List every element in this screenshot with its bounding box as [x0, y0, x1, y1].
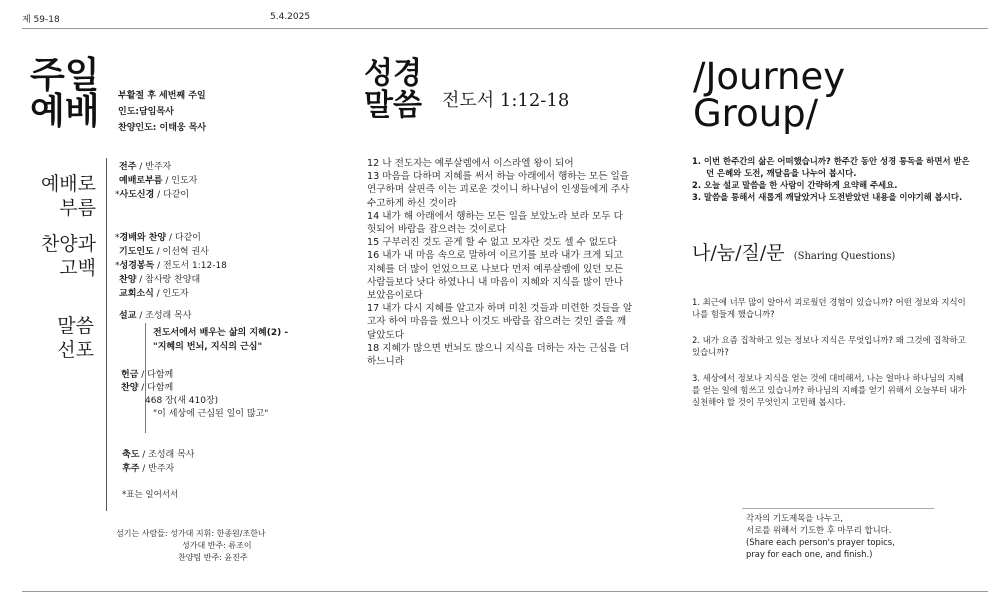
verse: 15 구부러진 것도 곧게 할 수 없고 모자란 것도 셀 수 없도다: [367, 237, 617, 249]
order-mark: *: [115, 190, 120, 200]
servers-line: 성가대 반주: 류조이: [182, 541, 252, 550]
question: 1. 최근에 너무 많이 알아서 괴로웠던 경험이 있습니까? 어떤 정보와 지식이 나를 힘들게 했습니까?: [692, 297, 966, 319]
order-label: 찬양: [119, 275, 137, 285]
order-item: *성경봉독 / 전도서 1:12-18: [115, 261, 227, 271]
worship-info-line: 찬양인도: 이태웅 목사: [118, 123, 207, 133]
order-label: 성경봉독: [119, 261, 155, 271]
closing-block: [122, 448, 195, 476]
order-item: 축도 / 조성래 목사: [122, 450, 195, 460]
question: 2. 내가 요즘 집착하고 있는 정보나 지식은 무엇입니까? 왜 그것에 집착하고 있습니까?: [692, 335, 966, 357]
intro-item: 3. 말씀을 통해서 새롭게 깨달았거나 도전받았던 내용을 이야기해 봅시다.: [692, 192, 963, 202]
order-value: 다함께: [147, 383, 174, 393]
prayer-line: (Share each person's prayer topics,: [746, 537, 895, 547]
worship-info: [118, 88, 206, 136]
worship-info-line: 인도:담임목사: [118, 107, 174, 117]
order-label: 예배로부름: [119, 176, 163, 186]
order-label: 교회소식: [119, 289, 154, 299]
praise-items: [115, 231, 227, 301]
worship-title-line1: 주일: [30, 55, 100, 96]
order-item: 설교 / 조성래 목사: [119, 311, 192, 321]
verse: 16 내가 내 마음 속으로 말하여 이르기를 보라 내가 크게 되고 지혜를 더 많이 얻었으므로 나보다 먼저 예루살렘에 있던 모든 사람들보다 낫다 하였나니 내 마음이 지혜와 지식을 많이 만나 보았음이로다: [367, 250, 624, 302]
verse: 12 나 전도자는 예루살렘에서 이스라엘 왕이 되어: [367, 158, 574, 169]
order-item: 찬양 / 참사랑 찬양대: [119, 275, 201, 285]
scripture-title-line1: 성경: [364, 56, 422, 91]
section-title-line: 예배로: [40, 173, 96, 195]
verse: 13 마음을 다하며 지혜를 써서 하늘 아래에서 행하는 모든 일을 연구하며 살핀즉 이는 괴로운 것이니 하나님이 인생들에게 주사 수고하게 하신 것이라: [367, 171, 630, 209]
order-mark: *: [115, 233, 120, 243]
verse: 17 내가 다시 지혜를 알고자 하며 미친 것들과 미련한 것들을 알고자 하여 마음을 썼으나 이것도 바람을 잡으려는 것인 줄을 깨달았도다: [367, 303, 633, 341]
section-title-call: [24, 172, 96, 220]
order-label: 전주: [119, 162, 137, 172]
prayer-line: 각자의 기도제목을 나누고,: [746, 513, 843, 523]
order-item: 전주 / 반주자: [119, 162, 172, 172]
servers-line: 성가대 지휘: 한종원/조한나: [170, 529, 266, 538]
order-label: 경배와 찬양: [119, 233, 167, 243]
order-value: 다함께: [147, 370, 174, 380]
order-value: 참사랑 찬양대: [145, 275, 201, 285]
prayer-note: [746, 512, 895, 560]
servers-label: 섬기는 사람들: [116, 529, 165, 538]
order-label: 찬양: [121, 383, 139, 393]
sharing-title: 나/눔/질/문: [692, 242, 785, 264]
order-item: 찬양 / 다함께: [121, 383, 174, 393]
hymn-number: 468 장(새 410장): [145, 396, 219, 406]
order-value: 반주자: [145, 162, 172, 172]
sermon-title-line: 전도서에서 배우는 삶의 지혜(2) -: [153, 328, 289, 338]
scripture-title: [364, 58, 422, 122]
order-value: 인도자: [171, 176, 198, 186]
section-title-line: 찬양과: [40, 233, 96, 255]
worship-info-line: 부활절 후 세번째 주일: [118, 91, 206, 101]
order-value: 조성래 목사: [145, 311, 192, 321]
section-title-line: 말씀: [57, 315, 94, 337]
standing-note: *표는 일어서서: [122, 490, 179, 500]
order-item: 예배로부름 / 인도자: [119, 176, 198, 186]
order-value: 전도서 1:12-18: [163, 261, 227, 271]
order-divider: [106, 158, 107, 511]
order-label: 기도인도: [119, 247, 154, 257]
order-label: 후주: [122, 464, 140, 474]
scripture-reference: 전도서 1:12-18: [442, 90, 570, 111]
prayer-line: 서로를 위해서 기도한 후 마무리 합니다.: [746, 525, 892, 535]
order-value: 다같이: [163, 190, 190, 200]
order-item: *사도신경 / 다같이: [115, 190, 190, 200]
servers-row: 섬기는 사람들: 성가대 지휘: 한종원/조한나: [116, 529, 266, 538]
scripture-title-line2: 말씀: [364, 88, 422, 123]
servers-line: 찬양팀 반주: 윤진주: [178, 553, 248, 562]
section-title-line: 선포: [57, 339, 94, 361]
order-value: 다같이: [174, 233, 201, 243]
intro-item: 1. 이번 한주간의 삶은 어떠했습니까? 한주간 동안 성경 통독을 하면서 받은 던 은혜와 도전, 깨달음을 나누어 봅시다.: [692, 156, 970, 178]
order-label: 사도신경: [119, 190, 155, 200]
order-label: 설교: [119, 311, 137, 321]
intro-item: 2. 오늘 설교 말씀을 한 사람이 간략하게 요약해 주세요.: [692, 180, 898, 190]
verse-list: [367, 157, 635, 368]
order-value: 인도자: [162, 289, 189, 299]
order-item: 교회소식 / 인도자: [119, 289, 189, 299]
order-value: 이선혁 권사: [162, 247, 209, 257]
verse: 18 지혜가 많으면 번뇌도 많으니 지식을 더하는 자는 근심을 더하느니라: [367, 342, 630, 368]
sharing-heading: [692, 238, 895, 265]
order-item: 후주 / 반주자: [122, 464, 175, 474]
sermon-title-line: "지혜의 번뇌, 지식의 근심": [153, 342, 263, 352]
journey-intro: [692, 155, 980, 203]
top-rule: [22, 28, 988, 29]
sermon-items: [119, 309, 319, 323]
issue-number: 제 59-18: [22, 15, 60, 25]
order-mark: *: [115, 261, 120, 271]
journey-title: [693, 55, 846, 135]
journey-title-line1: /Journey: [693, 55, 846, 98]
journey-title-line2: Group/: [693, 92, 819, 135]
sermon-title: [153, 326, 288, 354]
call-items: [115, 160, 198, 202]
section-title-sermon: [22, 314, 94, 362]
sharing-subtitle: (Sharing Questions): [793, 251, 896, 262]
order-value: 반주자: [148, 464, 175, 474]
bottom-rule: [22, 591, 988, 592]
order-label: 축도: [122, 450, 140, 460]
worship-title-line2: 예배: [30, 91, 100, 132]
section-title-line: 고백: [59, 257, 96, 279]
date: 5.4.2025: [270, 12, 311, 22]
question: 3. 세상에서 정보나 지식을 얻는 것에 대비해서, 나는 얼마나 하나님의 지혜를 얻는 일에 힘쓰고 있습니까? 하나님의 지혜를 얻기 위해서 오늘부터 내가 실천해야 할 것이 무엇인지 고민해 봅시다.: [692, 373, 966, 407]
offering-block: [121, 369, 268, 421]
hymn-title: "이 세상에 근심된 일이 많고": [153, 409, 269, 419]
servers-block: [116, 528, 266, 564]
verse: 14 내가 해 아래에서 행하는 모든 일을 보았노라 보라 모두 다 헛되어 바람을 잡으려는 것이로다: [367, 210, 623, 236]
order-item: 헌금 / 다함께: [121, 370, 174, 380]
worship-title: [30, 55, 100, 132]
prayer-divider: [742, 508, 934, 509]
prayer-line: pray for each one, and finish.): [746, 549, 873, 559]
question-list: [692, 296, 966, 408]
order-label: 헌금: [121, 370, 139, 380]
section-title-praise: [24, 232, 96, 280]
order-value: 조성래 목사: [148, 450, 195, 460]
section-title-line: 부름: [59, 197, 96, 219]
order-item: *경배와 찬양 / 다같이: [115, 233, 201, 243]
order-item: 기도인도 / 이선혁 권사: [119, 247, 209, 257]
